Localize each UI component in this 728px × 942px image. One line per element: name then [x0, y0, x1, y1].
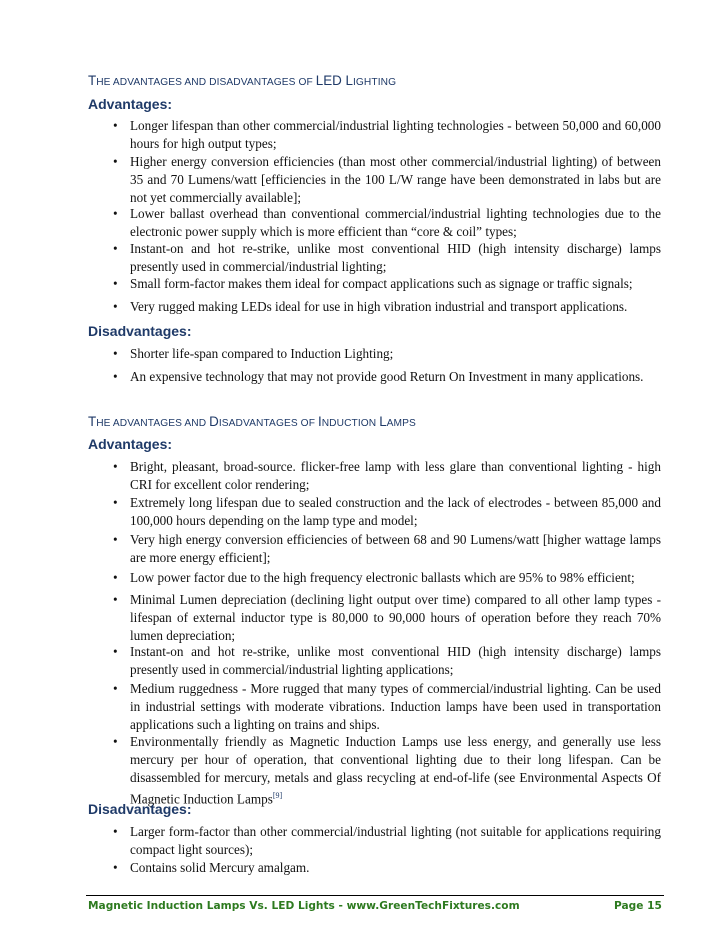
bullet: • [113, 459, 118, 474]
list-item [113, 733, 661, 808]
list-item [113, 117, 661, 153]
list-item-text: Bright, pleasant, broad-source. flicker-free lamp with less glare than conventional lighting - high CRI for excellent color rendering; [130, 459, 661, 492]
list-item-text: Lower ballast overhead than conventional commercial/industrial lighting technologies due to the electronic power supply which is more efficient than “core & coil” types; [130, 206, 661, 239]
page-number: Page 15 [614, 900, 662, 912]
list-item-text: Instant-on and hot re-strike, unlike most conventional HID (high intensity discharge) lamps presently used in commercial/industrial lighting; [130, 241, 661, 274]
list-item [113, 823, 661, 859]
list-item-text: Shorter life-span compared to Induction Lighting; [130, 346, 394, 361]
led-disadvantages-heading: Disadvantages: [88, 323, 192, 339]
list-item-text: Minimal Lumen depreciation (declining light output over time) compared to all other lamp types - lifespan of external inductor type is 80,000 to 90,000 hours of operation before they reach 70% lumen depreciation; [130, 592, 661, 643]
list-item-text: An expensive technology that may not provide good Return On Investment in many applications. [130, 369, 644, 384]
list-item [113, 643, 661, 679]
induction-disadvantages-heading: Disadvantages: [88, 801, 192, 817]
bullet: • [113, 369, 118, 384]
list-item-text: Small form-factor makes them ideal for compact applications such as signage or traffic signals; [130, 276, 633, 291]
bullet: • [113, 734, 118, 749]
footnote-reference[interactable]: [9] [272, 791, 283, 800]
footer-title: Magnetic Induction Lamps Vs. LED Lights - www.GreenTechFixtures.com [88, 900, 520, 912]
list-item [113, 494, 661, 530]
list-item-text: Very high energy conversion efficiencies of between 68 and 90 Lumens/watt [higher wattage lamps are more energy efficient]; [130, 532, 661, 565]
list-item-text: Medium ruggedness - More rugged that many types of commercial/industrial lighting. Can be used in industrial settings with moderate vibrations. Induction lamps have been used in transportation applications such a lighting on trains and ships. [130, 681, 661, 732]
led-advantages-heading: Advantages: [88, 96, 173, 112]
bullet: • [113, 681, 118, 696]
list-item [113, 531, 661, 567]
list-item-text: Instant-on and hot re-strike, unlike most conventional HID (high intensity discharge) lamps presently used in commercial/industrial lighting applications; [130, 644, 661, 677]
bullet: • [113, 570, 118, 585]
bullet: • [113, 346, 118, 361]
list-item-text: Higher energy conversion efficiencies (than most other commercial/industrial lighting) of between 35 and 70 Lumens/watt [efficiencies in the 100 L/W range have been demonstrated in labs but are not yet commercially available]; [130, 154, 661, 205]
title-part: HE ADVANTAGES AND DISADVANTAGES OF [96, 77, 316, 88]
list-item [113, 275, 661, 293]
induction-section-title [88, 414, 416, 429]
list-item [113, 205, 661, 241]
bullet: • [113, 532, 118, 547]
list-item-text: Environmentally friendly as Magnetic Induction Lamps use less energy, and generally use less mercury per hour of operation, that conventional lighting due to their long lifespan. Can be disassembled for mercury, metals and glass recycling at end-of-life (see Environmental Aspects Of Magnetic Induction Lamps [130, 734, 661, 807]
title-part: NDUCTION [321, 418, 380, 429]
title-part: LED L [315, 73, 353, 88]
title-part: T [88, 414, 97, 429]
footer-divider [86, 895, 664, 896]
bullet: • [113, 592, 118, 607]
list-item [113, 368, 661, 386]
induction-advantages-heading: Advantages: [88, 436, 173, 452]
list-item [113, 345, 661, 363]
bullet: • [113, 860, 118, 875]
bullet: • [113, 824, 118, 839]
title-part: I [317, 414, 322, 429]
list-item [113, 153, 661, 207]
title-part: HE ADVANTAGES AND [96, 418, 210, 429]
bullet: • [113, 276, 118, 291]
list-item-text: Low power factor due to the high frequency electronic ballasts which are 95% to 98% efficient; [130, 570, 635, 585]
bullet: • [113, 495, 118, 510]
led-section-title [88, 73, 396, 88]
title-part: L [379, 414, 387, 429]
list-item [113, 591, 661, 645]
title-part: D [209, 414, 219, 429]
title-part: IGHTING [352, 77, 397, 88]
list-item-text: Extremely long lifespan due to sealed construction and the lack of electrodes - between 85,000 and 100,000 hours depending on the lamp type and model; [130, 495, 661, 528]
title-part: T [88, 73, 97, 88]
bullet: • [113, 154, 118, 169]
bullet: • [113, 118, 118, 133]
list-item-text: Very rugged making LEDs ideal for use in high vibration industrial and transport applications. [130, 299, 628, 314]
list-item [113, 569, 661, 587]
list-item [113, 680, 661, 734]
list-item-text: Contains solid Mercury amalgam. [130, 860, 310, 875]
list-item-text: Larger form-factor than other commercial/industrial lighting (not suitable for applications requiring compact light sources); [130, 824, 661, 857]
title-part: ISADVANTAGES OF [218, 418, 318, 429]
bullet: • [113, 644, 118, 659]
list-item [113, 240, 661, 276]
list-item [113, 458, 661, 494]
list-item [113, 298, 661, 316]
bullet: • [113, 299, 118, 314]
title-part: AMPS [386, 418, 416, 429]
bullet: • [113, 241, 118, 256]
list-item-text: Longer lifespan than other commercial/industrial lighting technologies - between 50,000 and 60,000 hours for high output types; [130, 118, 661, 151]
bullet: • [113, 206, 118, 221]
list-item [113, 859, 661, 877]
